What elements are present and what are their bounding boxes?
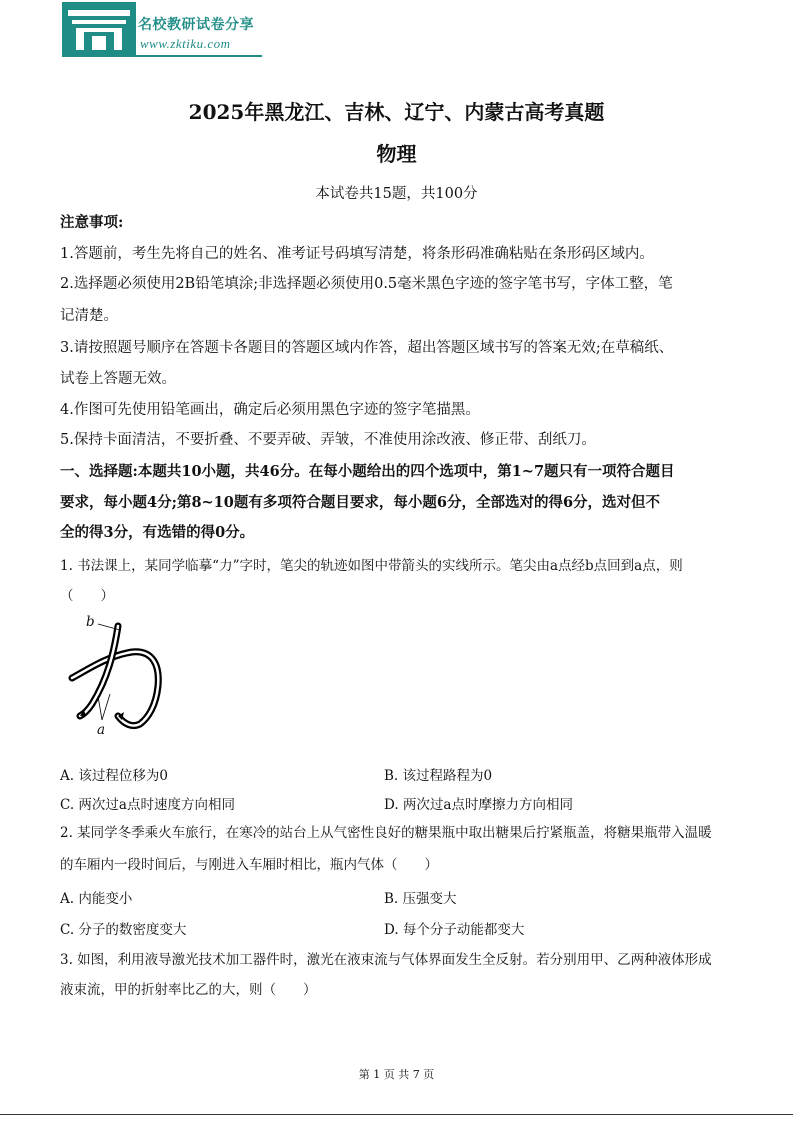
q1-option-c: C. 两次过a点时速度方向相同	[60, 797, 235, 813]
logo-icon	[62, 2, 136, 56]
exam-info: 本试卷共15题，共100分	[315, 186, 478, 202]
q2-option-b: B. 压强变大	[384, 891, 457, 907]
q3-stem-1: 3. 如图，利用液导激光技术加工器件时，激光在液束流与气体界面发生全反射。若分别用甲、乙两种液体形成	[60, 952, 712, 968]
q2-option-d: D. 每个分子动能都变大	[384, 922, 525, 938]
note-4: 4.作图可先使用铅笔画出，确定后必须用黑色字迹的签字笔描黑。	[60, 402, 480, 418]
q1-option-d: D. 两次过a点时摩擦力方向相同	[384, 797, 573, 813]
section-heading-l2: 要求，每小题4分;第8~10题有多项符合题目要求，每小题6分，全部选对的得6分，选对但不	[60, 494, 661, 511]
note-1: 1.答题前，考生先将自己的姓名、准考证号码填写清楚，将条形码准确粘贴在条形码区域内。	[60, 246, 654, 262]
page-number: 第 1 页 共 7 页	[358, 1068, 435, 1081]
q1-option-b: B. 该过程路程为0	[384, 768, 493, 784]
q3-stem-2: 液束流，甲的折射率比乙的大，则（ ）	[60, 982, 317, 998]
section-heading-l1: 一、选择题:本题共10小题，共46分。在每小题给出的四个选项中，第1~7题只有一项符合题目	[60, 463, 675, 480]
logo-url: www.zktiku.com	[140, 36, 231, 51]
note-3a: 3.请按照题号顺序在答题卡各题目的答题区域内作答，超出答题区域书写的答案无效;在草稿纸、	[60, 340, 674, 356]
subject-title: 物理	[376, 142, 417, 166]
note-2a: 2.选择题必须使用2B铅笔填涂;非选择题必须使用0.5毫米黑色字迹的签字笔书写，字体工整，笔	[60, 276, 673, 292]
note-2b: 记清楚。	[60, 308, 118, 324]
logo-text: 名校教研试卷分享	[138, 17, 254, 33]
q2-option-c: C. 分子的数密度变大	[60, 922, 187, 938]
q2-stem-2: 的车厢内一段时间后，与刚进入车厢时相比，瓶内气体（ ）	[60, 857, 438, 873]
q1-figure-li-character	[62, 612, 172, 742]
q1-paren: （ ）	[60, 588, 114, 604]
logo-divider	[62, 55, 262, 57]
q2-option-a: A. 内能变小	[60, 891, 133, 907]
q1-stem: 1. 书法课上，某同学临摹“力”字时，笔尖的轨迹如图中带箭头的实线所示。笔尖由a点经b点回到a点，则	[60, 558, 683, 574]
note-3b: 试卷上答题无效。	[60, 371, 176, 387]
q2-stem-1: 2. 某同学冬季乘火车旅行，在寒冷的站台上从气密性良好的糖果瓶中取出糖果后拧紧瓶盖，将糖果瓶带入温暖	[60, 825, 712, 841]
q1-label-a: a	[97, 722, 106, 738]
note-5: 5.保持卡面清洁，不要折叠、不要弄破、弄皱，不准使用涂改液、修正带、刮纸刀。	[60, 432, 596, 448]
page-title: 2025年黑龙江、吉林、辽宁、内蒙古高考真题	[188, 100, 605, 124]
bottom-divider	[0, 1114, 793, 1115]
q1-option-a: A. 该过程位移为0	[60, 768, 168, 784]
q1-label-b: b	[86, 614, 95, 630]
section-heading-l3: 全的得3分，有选错的得0分。	[60, 524, 255, 541]
notes-heading: 注意事项:	[60, 214, 124, 231]
